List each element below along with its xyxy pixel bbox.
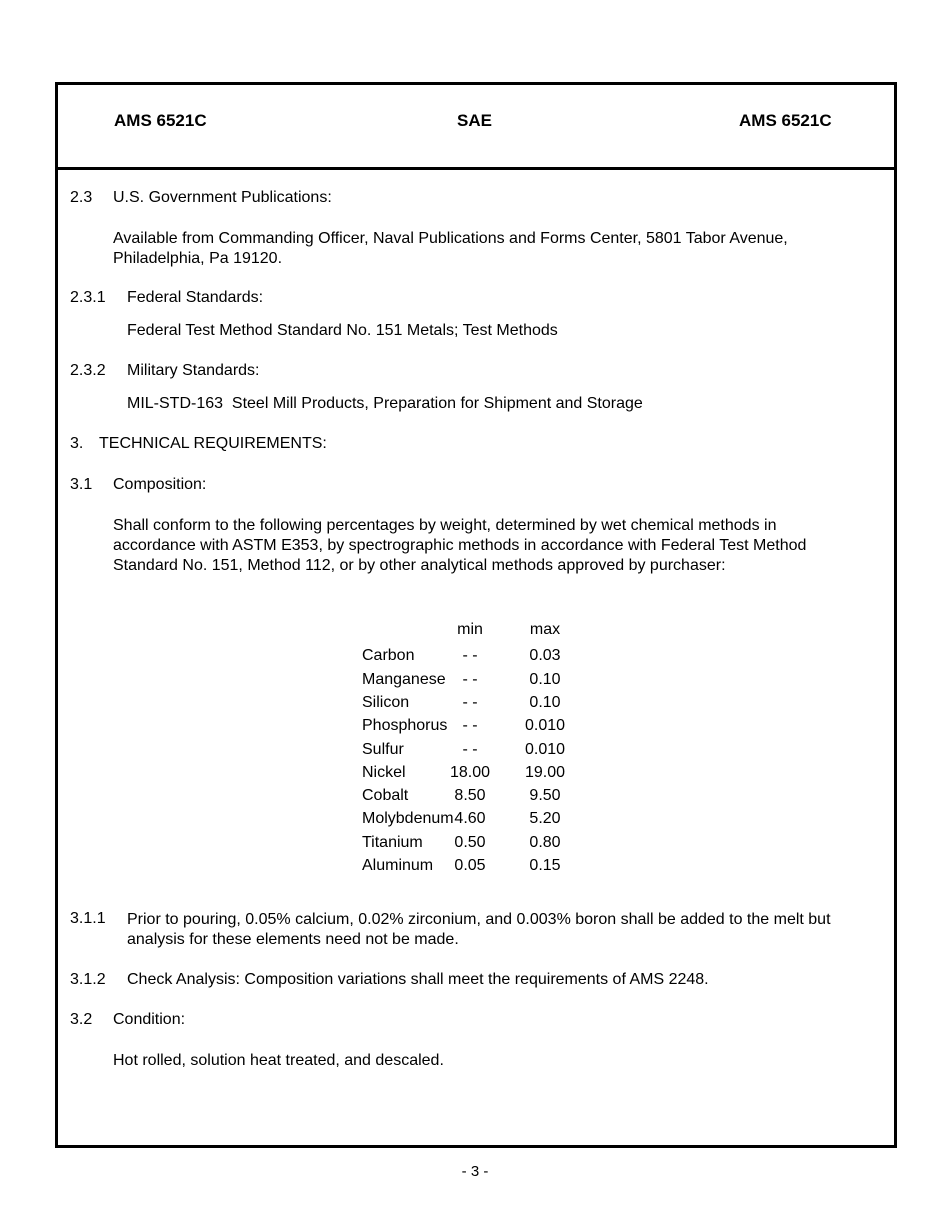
composition-row: [362, 810, 612, 830]
section-number: 2.3: [70, 189, 93, 206]
composition-row: [362, 764, 612, 784]
column-header-max: max: [529, 621, 561, 638]
page-frame: [55, 82, 897, 1148]
composition-row: [362, 717, 612, 737]
section-title: TECHNICAL REQUIREMENTS:: [99, 435, 327, 452]
max-value: 0.010: [524, 741, 566, 758]
max-value: 9.50: [529, 787, 561, 804]
composition-row: [362, 741, 612, 761]
header-doc-id-left: AMS 6521C: [114, 111, 207, 130]
composition-row: [362, 671, 612, 691]
max-value: 0.010: [524, 717, 566, 734]
element-name: Molybdenum: [362, 810, 454, 827]
composition-row: [362, 647, 612, 667]
min-value: 18.00: [449, 764, 491, 781]
min-value: 4.60: [454, 810, 486, 827]
element-name: Titanium: [362, 834, 423, 851]
header-doc-id-right: AMS 6521C: [739, 111, 832, 130]
min-value: - -: [462, 741, 478, 758]
section-number: 3.: [70, 435, 84, 452]
section-title: Condition:: [113, 1011, 186, 1028]
section-body: Check Analysis: Composition variations shall meet the requirements of AMS 2248.: [127, 971, 709, 988]
section-title: Military Standards:: [127, 362, 260, 379]
page-header: [58, 85, 894, 170]
min-value: - -: [462, 671, 478, 688]
section-body: Available from Commanding Officer, Naval Publications and Forms Center, 5801 Tabor Avenue, Philadelphia, Pa 19120.: [113, 230, 788, 267]
composition-header-row: [362, 621, 612, 641]
min-value: - -: [462, 647, 478, 664]
min-value: - -: [462, 694, 478, 711]
max-value: 19.00: [524, 764, 566, 781]
min-value: 0.50: [454, 834, 486, 851]
section-body: Hot rolled, solution heat treated, and descaled.: [113, 1052, 444, 1069]
section-number: 3.1.1: [70, 910, 106, 927]
composition-row: [362, 857, 612, 877]
section-title: Composition:: [113, 476, 207, 493]
section-body: Prior to pouring, 0.05% calcium, 0.02% zirconium, and 0.003% boron shall be added to the melt but analysis for these elements need not be made.: [127, 911, 831, 948]
max-value: 0.10: [529, 671, 561, 688]
min-value: 8.50: [454, 787, 486, 804]
max-value: 5.20: [529, 810, 561, 827]
section-body: Federal Test Method Standard No. 151 Metals; Test Methods: [127, 322, 558, 339]
section-number: 2.3.1: [70, 289, 106, 306]
max-value: 0.10: [529, 694, 561, 711]
element-name: Aluminum: [362, 857, 434, 874]
section-number: 3.1.2: [70, 971, 106, 988]
element-name: Silicon: [362, 694, 410, 711]
element-name: Carbon: [362, 647, 415, 664]
max-value: 0.15: [529, 857, 561, 874]
min-value: 0.05: [454, 857, 486, 874]
section-title: Federal Standards:: [127, 289, 264, 306]
header-publisher: SAE: [457, 111, 492, 130]
section-number: 2.3.2: [70, 362, 106, 379]
composition-row: [362, 834, 612, 854]
element-name: Nickel: [362, 764, 406, 781]
column-header-min: min: [457, 621, 483, 638]
max-value: 0.03: [529, 647, 561, 664]
max-value: 0.80: [529, 834, 561, 851]
element-name: Sulfur: [362, 741, 404, 758]
page-number: - 3 -: [461, 1163, 489, 1180]
composition-row: [362, 694, 612, 714]
section-number: 3.1: [70, 476, 93, 493]
element-name: Manganese: [362, 671, 446, 688]
section-body: MIL-STD-163 Steel Mill Products, Preparation for Shipment and Storage: [127, 395, 643, 412]
section-number: 3.2: [70, 1011, 93, 1028]
element-name: Phosphorus: [362, 717, 448, 734]
min-value: - -: [462, 717, 478, 734]
composition-row: [362, 787, 612, 807]
section-body: Shall conform to the following percentages by weight, determined by wet chemical methods in accordance with ASTM E353, by spectrographic methods in accordance with Federal Test Method Standard No. 151, Method 112, or by other analytical methods approved by purchaser:: [113, 517, 807, 574]
element-name: Cobalt: [362, 787, 409, 804]
section-title: U.S. Government Publications:: [113, 189, 332, 206]
